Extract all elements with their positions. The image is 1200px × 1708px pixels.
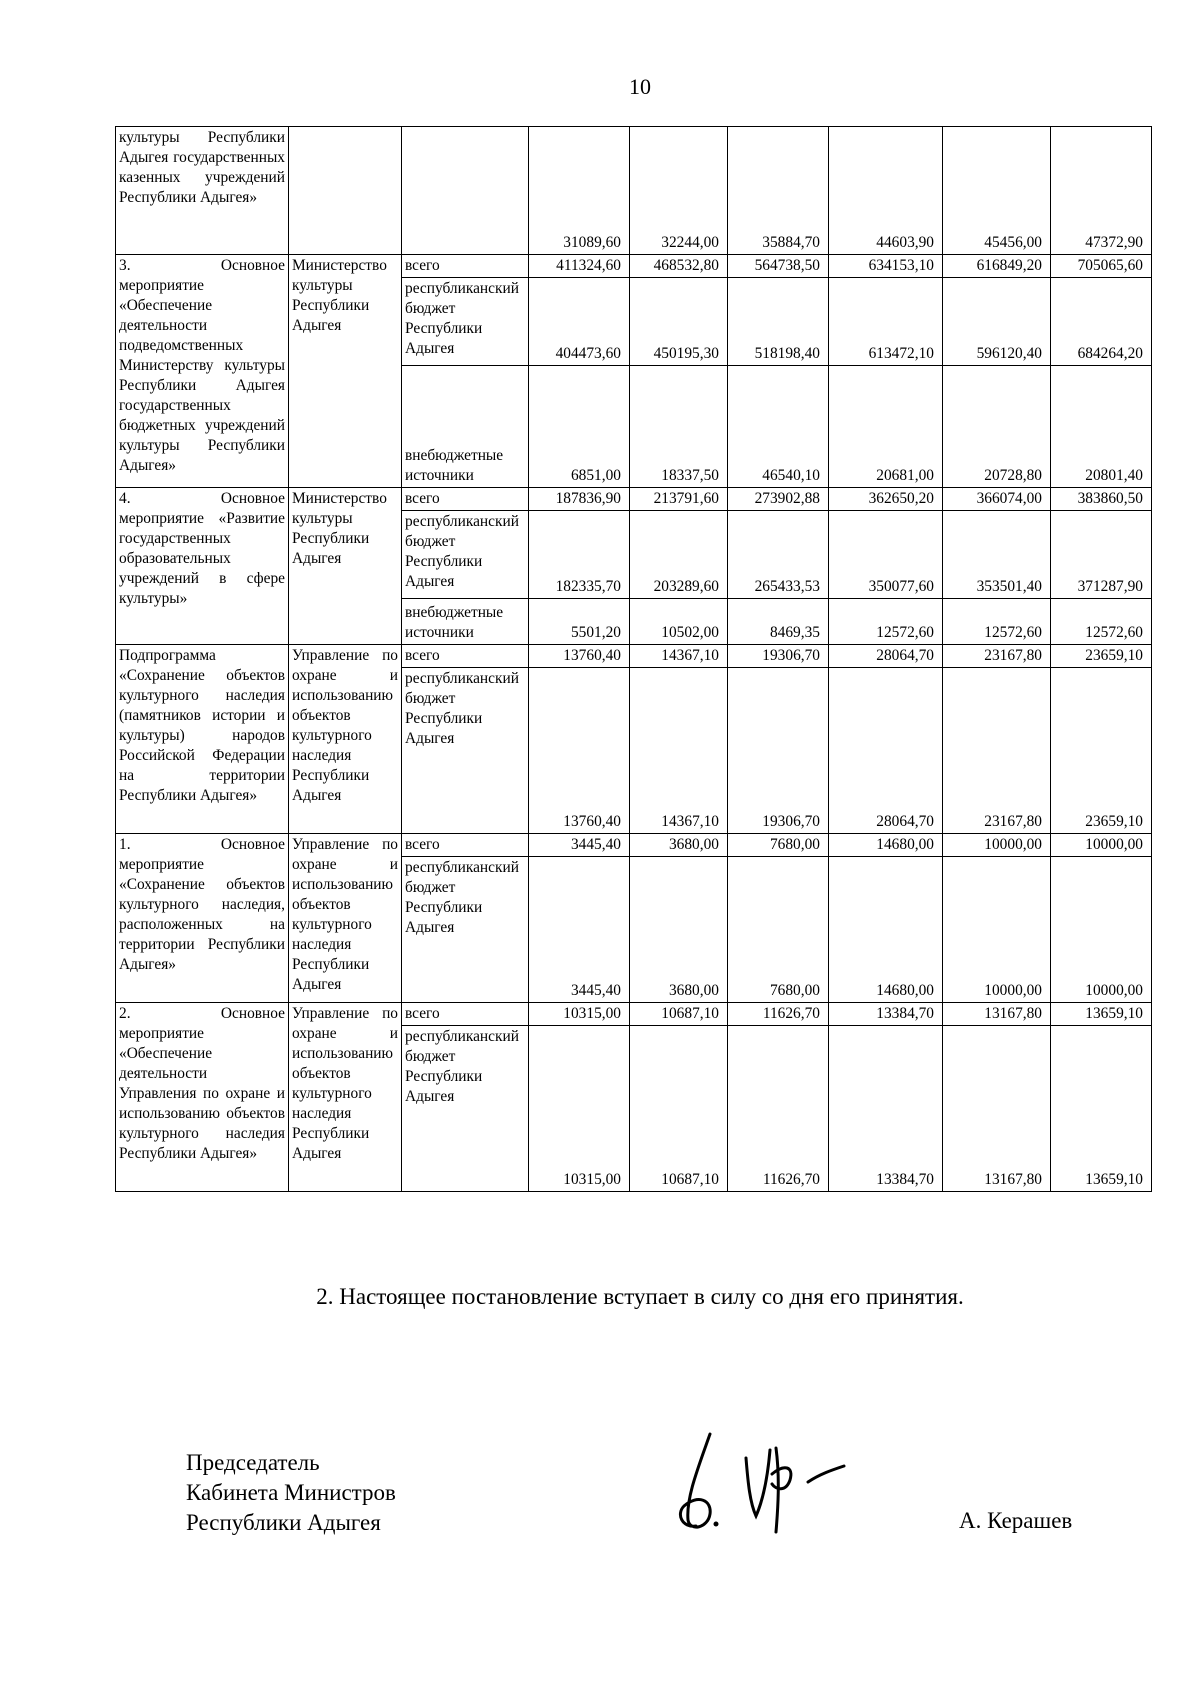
funding-source-cell: республиканский бюджет Республики Адыгея xyxy=(402,511,529,599)
year-amount-cell: 14680,00 xyxy=(829,834,943,857)
year-amount-cell: 10315,00 xyxy=(529,1026,630,1192)
year-amount-cell: 11626,70 xyxy=(728,1026,829,1192)
signer-position-line: Республики Адыгея xyxy=(186,1510,381,1535)
year-amount-cell: 705065,60 xyxy=(1051,255,1152,278)
year-amount-cell: 13384,70 xyxy=(829,1003,943,1026)
funding-source-cell: республиканский бюджет Республики Адыгея xyxy=(402,278,529,366)
responsible-executor-cell: Министерство культуры Республики Адыгея xyxy=(289,488,402,645)
year-amount-cell: 10687,10 xyxy=(630,1026,728,1192)
year-amount-cell: 18337,50 xyxy=(630,366,728,488)
year-amount-cell: 8469,35 xyxy=(728,599,829,645)
year-amount-cell: 31089,60 xyxy=(529,127,630,255)
funding-source-cell: всего xyxy=(402,645,529,668)
responsible-executor-cell: Управление по охране и использованию объектов культурного наследия Республики Адыгея xyxy=(289,834,402,1003)
year-amount-cell: 10000,00 xyxy=(1051,834,1152,857)
table-row xyxy=(116,127,1152,255)
signer-position xyxy=(186,1448,396,1538)
year-amount-cell: 7680,00 xyxy=(728,857,829,1003)
year-amount-cell: 213791,60 xyxy=(630,488,728,511)
year-amount-cell: 13760,40 xyxy=(529,668,630,834)
year-amount-cell: 10000,00 xyxy=(943,834,1051,857)
year-amount-cell: 518198,40 xyxy=(728,278,829,366)
year-amount-cell: 383860,50 xyxy=(1051,488,1152,511)
year-amount-cell: 182335,70 xyxy=(529,511,630,599)
funding-source-cell: всего xyxy=(402,1003,529,1026)
year-amount-cell: 10687,10 xyxy=(630,1003,728,1026)
responsible-executor-cell: Управление по охране и использованию объектов культурного наследия Республики Адыгея xyxy=(289,1003,402,1192)
year-amount-cell: 23659,10 xyxy=(1051,645,1152,668)
year-amount-cell: 28064,70 xyxy=(829,668,943,834)
table-row xyxy=(116,488,1152,511)
year-amount-cell: 450195,30 xyxy=(630,278,728,366)
year-amount-cell: 411324,60 xyxy=(529,255,630,278)
year-amount-cell: 265433,53 xyxy=(728,511,829,599)
year-amount-cell: 3680,00 xyxy=(630,834,728,857)
year-amount-cell: 3680,00 xyxy=(630,857,728,1003)
year-amount-cell: 616849,20 xyxy=(943,255,1051,278)
year-amount-cell: 23167,80 xyxy=(943,668,1051,834)
funding-source-cell: внебюджетные источники xyxy=(402,366,529,488)
year-amount-cell: 404473,60 xyxy=(529,278,630,366)
handwritten-signature xyxy=(668,1428,858,1538)
year-amount-cell: 564738,50 xyxy=(728,255,829,278)
table-row xyxy=(116,1003,1152,1026)
year-amount-cell: 19306,70 xyxy=(728,668,829,834)
year-amount-cell: 14680,00 xyxy=(829,857,943,1003)
activity-name-cell: 4. Основное мероприятие «Развитие государственных образовательных учреждений в сфере культуры» xyxy=(116,488,289,645)
activity-name-cell: культуры Республики Адыгея государственных казенных учреждений Республики Адыгея» xyxy=(116,127,289,255)
activity-name-cell: Подпрограмма «Сохранение объектов культурного наследия (памятников истории и культуры) народов Российской Федерации на территории Республики Адыгея» xyxy=(116,645,289,834)
signer-name: А. Керашев xyxy=(959,1508,1073,1533)
responsible-executor-cell: Управление по охране и использованию объектов культурного наследия Республики Адыгея xyxy=(289,645,402,834)
year-amount-cell: 13760,40 xyxy=(529,645,630,668)
year-amount-cell: 10315,00 xyxy=(529,1003,630,1026)
year-amount-cell: 350077,60 xyxy=(829,511,943,599)
year-amount-cell: 371287,90 xyxy=(1051,511,1152,599)
year-amount-cell: 13659,10 xyxy=(1051,1026,1152,1192)
signer-position-line: Кабинета Министров xyxy=(186,1480,396,1505)
year-amount-cell: 14367,10 xyxy=(630,645,728,668)
funding-source-cell xyxy=(402,127,529,255)
year-amount-cell: 20801,40 xyxy=(1051,366,1152,488)
year-amount-cell: 10502,00 xyxy=(630,599,728,645)
year-amount-cell: 634153,10 xyxy=(829,255,943,278)
activity-name-cell: 3. Основное мероприятие «Обеспечение деятельности подведомственных Министерству культуры Республики Адыгея государственных бюджетных учреждений культуры Республики Адыгея» xyxy=(116,255,289,488)
year-amount-cell: 44603,90 xyxy=(829,127,943,255)
page-number: 10 xyxy=(629,74,651,99)
year-amount-cell: 23659,10 xyxy=(1051,668,1152,834)
responsible-executor-cell xyxy=(289,127,402,255)
year-amount-cell: 7680,00 xyxy=(728,834,829,857)
year-amount-cell: 14367,10 xyxy=(630,668,728,834)
year-amount-cell: 5501,20 xyxy=(529,599,630,645)
year-amount-cell: 20728,80 xyxy=(943,366,1051,488)
year-amount-cell: 32244,00 xyxy=(630,127,728,255)
responsible-executor-cell: Министерство культуры Республики Адыгея xyxy=(289,255,402,488)
year-amount-cell: 10000,00 xyxy=(943,857,1051,1003)
year-amount-cell: 596120,40 xyxy=(943,278,1051,366)
funding-source-cell: всего xyxy=(402,834,529,857)
year-amount-cell: 35884,70 xyxy=(728,127,829,255)
activity-name-cell: 2. Основное мероприятие «Обеспечение деятельности Управления по охране и использованию объектов культурного наследия Республики Адыгея» xyxy=(116,1003,289,1192)
activity-name-cell: 1. Основное мероприятие «Сохранение объектов культурного наследия, расположенных на территории Республики Адыгея» xyxy=(116,834,289,1003)
table-row xyxy=(116,255,1152,278)
year-amount-cell: 23167,80 xyxy=(943,645,1051,668)
funding-source-cell: республиканский бюджет Республики Адыгея xyxy=(402,1026,529,1192)
year-amount-cell: 45456,00 xyxy=(943,127,1051,255)
year-amount-cell: 19306,70 xyxy=(728,645,829,668)
budget-table xyxy=(115,126,1152,1192)
year-amount-cell: 12572,60 xyxy=(943,599,1051,645)
year-amount-cell: 28064,70 xyxy=(829,645,943,668)
year-amount-cell: 366074,00 xyxy=(943,488,1051,511)
table-row xyxy=(116,645,1152,668)
year-amount-cell: 12572,60 xyxy=(1051,599,1152,645)
funding-source-cell: республиканский бюджет Республики Адыгея xyxy=(402,668,529,834)
year-amount-cell: 468532,80 xyxy=(630,255,728,278)
year-amount-cell: 362650,20 xyxy=(829,488,943,511)
year-amount-cell: 6851,00 xyxy=(529,366,630,488)
table-row xyxy=(116,834,1152,857)
year-amount-cell: 13384,70 xyxy=(829,1026,943,1192)
year-amount-cell: 13659,10 xyxy=(1051,1003,1152,1026)
year-amount-cell: 12572,60 xyxy=(829,599,943,645)
year-amount-cell: 3445,40 xyxy=(529,834,630,857)
year-amount-cell: 47372,90 xyxy=(1051,127,1152,255)
year-amount-cell: 46540,10 xyxy=(728,366,829,488)
year-amount-cell: 3445,40 xyxy=(529,857,630,1003)
signer-position-line: Председатель xyxy=(186,1450,320,1475)
effective-date-clause: 2. Настоящее постановление вступает в силу со дня его принятия. xyxy=(316,1284,964,1309)
year-amount-cell: 187836,90 xyxy=(529,488,630,511)
funding-source-cell: внебюджетные источники xyxy=(402,599,529,645)
year-amount-cell: 20681,00 xyxy=(829,366,943,488)
funding-source-cell: республиканский бюджет Республики Адыгея xyxy=(402,857,529,1003)
year-amount-cell: 353501,40 xyxy=(943,511,1051,599)
year-amount-cell: 10000,00 xyxy=(1051,857,1152,1003)
funding-source-cell: всего xyxy=(402,255,529,278)
year-amount-cell: 613472,10 xyxy=(829,278,943,366)
year-amount-cell: 203289,60 xyxy=(630,511,728,599)
year-amount-cell: 11626,70 xyxy=(728,1003,829,1026)
year-amount-cell: 13167,80 xyxy=(943,1003,1051,1026)
year-amount-cell: 13167,80 xyxy=(943,1026,1051,1192)
year-amount-cell: 684264,20 xyxy=(1051,278,1152,366)
year-amount-cell: 273902,88 xyxy=(728,488,829,511)
funding-source-cell: всего xyxy=(402,488,529,511)
